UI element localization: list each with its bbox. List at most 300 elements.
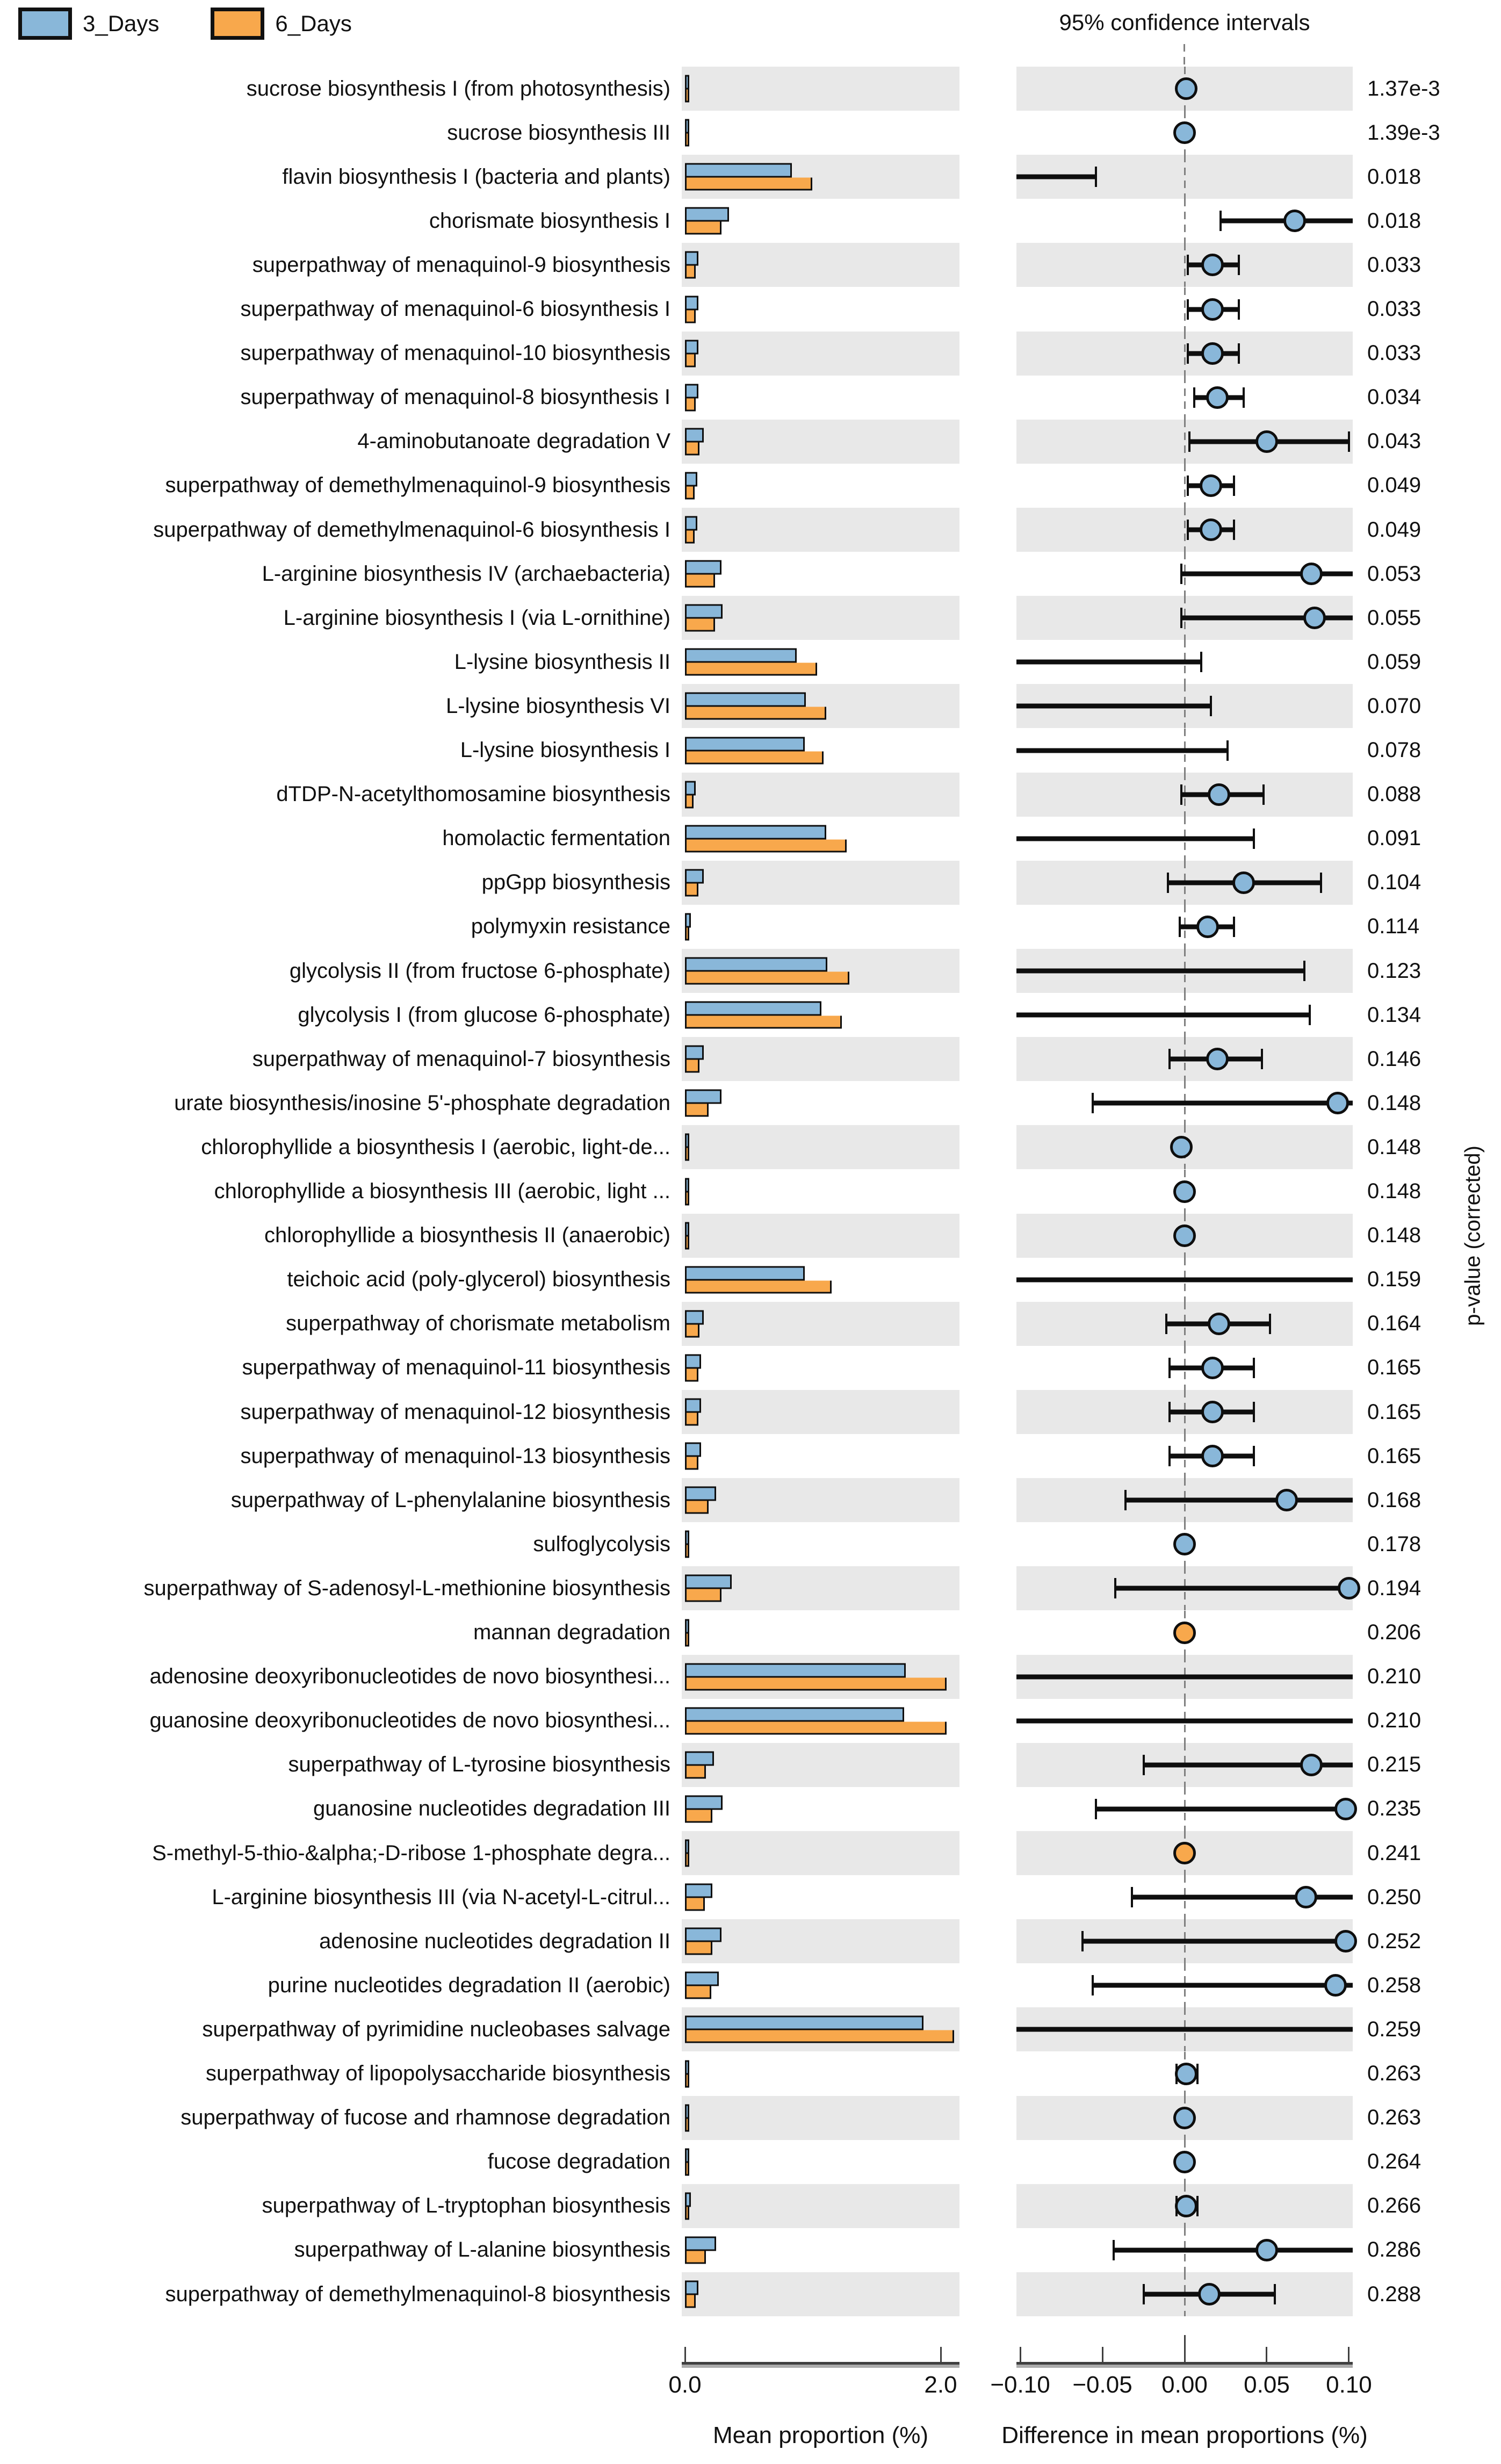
mean-proportion-bars bbox=[682, 861, 959, 905]
p-value: 0.266 bbox=[1367, 2194, 1421, 2218]
confidence-interval-cell bbox=[1016, 1037, 1353, 1081]
pathway-label: L-lysine biosynthesis I bbox=[460, 738, 670, 762]
bar-6-days bbox=[685, 927, 689, 940]
mean-proportion-bars bbox=[682, 420, 959, 464]
p-value: 0.043 bbox=[1367, 429, 1421, 453]
mean-proportion-bars bbox=[682, 1787, 959, 1831]
confidence-interval-cell bbox=[1016, 2272, 1353, 2316]
confidence-interval-cell bbox=[1016, 2096, 1353, 2140]
p-value: 0.018 bbox=[1367, 208, 1421, 233]
bar-6-days bbox=[685, 398, 696, 411]
pathway-label: superpathway of chorismate metabolism bbox=[286, 1312, 670, 1336]
bar-pair bbox=[685, 1310, 704, 1337]
table-row bbox=[0, 949, 1501, 993]
confidence-interval-cell bbox=[1016, 1125, 1353, 1169]
p-value: 0.070 bbox=[1367, 694, 1421, 718]
ci-error-bar-line bbox=[1093, 1983, 1353, 1988]
mean-proportion-bars bbox=[682, 2052, 959, 2096]
ci-dot bbox=[1173, 1622, 1196, 1644]
p-value: 0.286 bbox=[1367, 2238, 1421, 2262]
mean-proportion-bars bbox=[682, 332, 959, 376]
bar-pair bbox=[685, 119, 689, 147]
bar-3-days bbox=[685, 1840, 689, 1854]
bar-6-days bbox=[685, 2030, 954, 2043]
table-row bbox=[0, 993, 1501, 1037]
mean-proportion-bars bbox=[682, 552, 959, 596]
p-value: 0.059 bbox=[1367, 650, 1421, 674]
ci-upper-cap bbox=[1262, 784, 1265, 805]
ci-lower-cap bbox=[1092, 1975, 1094, 1995]
table-row bbox=[0, 2184, 1501, 2228]
zero-line-top-segment bbox=[1184, 44, 1185, 67]
ci-upper-cap bbox=[1200, 652, 1202, 672]
ci-upper-cap bbox=[1243, 387, 1245, 408]
mean-proportion-bars bbox=[682, 199, 959, 243]
table-row bbox=[0, 1522, 1501, 1566]
ci-lower-cap bbox=[1180, 564, 1182, 584]
pathway-label: ppGpp biosynthesis bbox=[481, 870, 670, 895]
mean-proportion-bars bbox=[682, 1875, 959, 1919]
mean-proportion-bars bbox=[682, 1125, 959, 1169]
ci-lower-cap bbox=[1187, 475, 1189, 496]
bar-6-days bbox=[685, 839, 847, 852]
bar-axis-tick bbox=[940, 2347, 942, 2362]
ci-lower-cap bbox=[1124, 1490, 1127, 1510]
bar-pair bbox=[685, 825, 847, 852]
p-value: 0.235 bbox=[1367, 1797, 1421, 1821]
table-row bbox=[0, 1037, 1501, 1081]
mean-proportion-bars bbox=[682, 1037, 959, 1081]
bar-6-days bbox=[685, 1192, 689, 1205]
pathway-label: superpathway of menaquinol-8 biosynthesis I bbox=[240, 385, 670, 409]
ci-axis-tick-label: 0.00 bbox=[1161, 2372, 1208, 2398]
bar-3-days bbox=[685, 1619, 689, 1633]
confidence-interval-cell bbox=[1016, 1478, 1353, 1522]
p-value: 0.210 bbox=[1367, 1665, 1421, 1689]
pathway-label: chlorophyllide a biosynthesis II (anaerobic) bbox=[264, 1223, 670, 1248]
ci-error-bar-line bbox=[1181, 572, 1353, 577]
legend-label-3-days: 3_Days bbox=[83, 11, 160, 36]
table-row bbox=[0, 464, 1501, 508]
mean-proportion-bars bbox=[682, 684, 959, 728]
bar-pair bbox=[685, 1575, 732, 1602]
mean-proportion-bars bbox=[682, 2096, 959, 2140]
ci-error-bar-line bbox=[1114, 2247, 1353, 2252]
ci-lower-cap bbox=[1131, 1887, 1133, 1907]
p-value: 0.104 bbox=[1367, 870, 1421, 895]
table-row bbox=[0, 729, 1501, 773]
ci-dot bbox=[1208, 783, 1230, 806]
table-row bbox=[0, 1963, 1501, 2007]
bar-3-days bbox=[685, 1354, 701, 1368]
mean-proportion-bars bbox=[682, 1434, 959, 1478]
bar-3-days bbox=[685, 384, 698, 398]
pathway-label: 4-aminobutanoate degradation V bbox=[357, 429, 670, 453]
confidence-interval-cell bbox=[1016, 993, 1353, 1037]
bar-axis-line-shadow bbox=[682, 2365, 959, 2368]
ci-error-bar-line bbox=[1125, 1498, 1353, 1503]
table-row bbox=[0, 1787, 1501, 1831]
bar-pair bbox=[685, 2016, 954, 2043]
p-value: 1.37e-3 bbox=[1367, 76, 1440, 100]
pathway-label: guanosine deoxyribonucleotides de novo biosynthesi... bbox=[149, 1709, 670, 1733]
confidence-interval-cell bbox=[1016, 1919, 1353, 1963]
confidence-interval-cell bbox=[1016, 1302, 1353, 1346]
bar-pair bbox=[685, 1663, 947, 1690]
bar-pair bbox=[685, 207, 729, 235]
bar-6-days bbox=[685, 1236, 689, 1249]
bar-pair bbox=[685, 560, 721, 588]
ci-axis-line-shadow bbox=[1016, 2365, 1353, 2368]
bar-3-days bbox=[685, 1046, 704, 1060]
bar-3-days bbox=[685, 1487, 716, 1501]
pathway-label: superpathway of menaquinol-6 biosynthesis I bbox=[240, 297, 670, 321]
pathway-label: superpathway of menaquinol-11 biosynthesis bbox=[242, 1356, 670, 1380]
bar-3-days bbox=[685, 649, 797, 663]
ci-dot bbox=[1198, 2283, 1221, 2306]
bar-pair bbox=[685, 1972, 719, 1999]
confidence-interval-cell bbox=[1016, 420, 1353, 464]
bar-pair bbox=[685, 384, 698, 411]
ci-dot bbox=[1201, 298, 1224, 321]
p-value: 0.259 bbox=[1367, 2017, 1421, 2041]
ci-dot bbox=[1300, 563, 1323, 585]
ci-dot bbox=[1173, 1224, 1196, 1247]
confidence-interval-cell bbox=[1016, 508, 1353, 552]
pathway-label: urate biosynthesis/inosine 5'-phosphate degradation bbox=[174, 1091, 670, 1115]
ci-error-bar-line bbox=[1016, 836, 1254, 841]
mean-proportion-bars bbox=[682, 949, 959, 993]
table-row bbox=[0, 1875, 1501, 1919]
bar-pair bbox=[685, 472, 697, 499]
mean-proportion-bars bbox=[682, 464, 959, 508]
ci-lower-cap bbox=[1180, 608, 1182, 628]
confidence-interval-cell bbox=[1016, 1170, 1353, 1214]
mean-proportion-bars bbox=[682, 1655, 959, 1699]
table-row bbox=[0, 1346, 1501, 1390]
bar-6-days bbox=[685, 795, 694, 808]
ci-dot bbox=[1201, 1401, 1224, 1423]
table-row bbox=[0, 1743, 1501, 1787]
pathway-label: flavin biosynthesis I (bacteria and plants) bbox=[282, 164, 670, 189]
bar-pair bbox=[685, 913, 691, 940]
bar-6-days bbox=[685, 90, 689, 103]
p-value: 0.215 bbox=[1367, 1753, 1421, 1777]
bar-pair bbox=[685, 1046, 704, 1073]
legend-swatch-6-days-icon bbox=[211, 8, 264, 40]
confidence-interval-cell bbox=[1016, 1390, 1353, 1434]
ci-upper-cap bbox=[1253, 1446, 1255, 1466]
table-row bbox=[0, 1919, 1501, 1963]
p-value: 0.165 bbox=[1367, 1444, 1421, 1468]
mean-proportion-bars bbox=[682, 1258, 959, 1302]
mean-proportion-bars bbox=[682, 993, 959, 1037]
pathway-label: superpathway of demethylmenaquinol-6 biosynthesis I bbox=[153, 517, 670, 542]
zero-line-segment bbox=[1184, 332, 1186, 376]
ci-upper-cap bbox=[1238, 255, 1240, 275]
bar-6-days bbox=[685, 222, 721, 235]
p-value: 0.252 bbox=[1367, 1929, 1421, 1953]
ci-dot bbox=[1175, 2195, 1197, 2217]
pathway-label: mannan degradation bbox=[473, 1620, 670, 1645]
confidence-interval-cell bbox=[1016, 464, 1353, 508]
bar-pair bbox=[685, 1178, 689, 1205]
table-row bbox=[0, 1566, 1501, 1610]
ci-lower-cap bbox=[1092, 1093, 1094, 1113]
mean-proportion-bars bbox=[682, 67, 959, 111]
pathway-label: superpathway of L-alanine biosynthesis bbox=[294, 2238, 670, 2262]
mean-proportion-bars bbox=[682, 1346, 959, 1390]
mean-proportion-bars bbox=[682, 1214, 959, 1258]
bar-3-days bbox=[685, 737, 805, 751]
bar-6-days bbox=[685, 1766, 706, 1778]
right-axis-label: p-value (corrected) bbox=[1461, 1145, 1485, 1326]
pathway-label: chlorophyllide a biosynthesis I (aerobic, light-de... bbox=[201, 1135, 670, 1159]
mean-proportion-bars bbox=[682, 729, 959, 773]
ci-error-bar-line bbox=[1181, 616, 1353, 621]
ci-dot bbox=[1175, 77, 1197, 100]
ci-dot bbox=[1173, 1842, 1196, 1864]
ci-axis-tick-label: −0.05 bbox=[1072, 2372, 1132, 2398]
bar-6-days bbox=[685, 1501, 709, 1514]
ci-upper-cap bbox=[1309, 1005, 1311, 1025]
bar-3-days bbox=[685, 869, 704, 883]
p-value: 0.148 bbox=[1367, 1223, 1421, 1248]
table-row bbox=[0, 552, 1501, 596]
bar-3-days bbox=[685, 604, 723, 619]
confidence-interval-cell bbox=[1016, 861, 1353, 905]
pathway-label: superpathway of lipopolysaccharide biosynthesis bbox=[206, 2062, 670, 2086]
bar-pair bbox=[685, 1795, 723, 1822]
p-value: 0.241 bbox=[1367, 1841, 1421, 1865]
p-value: 0.165 bbox=[1367, 1400, 1421, 1424]
ci-axis-tick-label: 0.10 bbox=[1326, 2372, 1372, 2398]
ci-lower-cap bbox=[1187, 299, 1189, 320]
table-row bbox=[0, 67, 1501, 111]
mean-proportion-bars bbox=[682, 1478, 959, 1522]
bar-6-days bbox=[685, 1060, 699, 1073]
confidence-interval-cell bbox=[1016, 729, 1353, 773]
ci-upper-cap bbox=[1210, 696, 1212, 716]
p-value: 0.148 bbox=[1367, 1091, 1421, 1115]
bar-3-days bbox=[685, 1002, 821, 1016]
ci-lower-cap bbox=[1081, 1931, 1084, 1951]
table-row bbox=[0, 1831, 1501, 1875]
bar-3-days bbox=[685, 1134, 689, 1148]
bar-6-days bbox=[685, 1148, 689, 1161]
bar-pair bbox=[685, 2060, 689, 2087]
pathway-label: chlorophyllide a biosynthesis III (aerobic, light ... bbox=[214, 1179, 670, 1204]
ci-lower-cap bbox=[1143, 2284, 1145, 2304]
confidence-interval-cell bbox=[1016, 773, 1353, 817]
pathway-label: chorismate biosynthesis I bbox=[429, 208, 670, 233]
ci-lower-cap bbox=[1180, 784, 1182, 805]
mean-proportion-bars bbox=[682, 1302, 959, 1346]
bar-pair bbox=[685, 1928, 721, 1955]
confidence-interval-cell bbox=[1016, 1522, 1353, 1566]
mean-proportion-bars bbox=[682, 1831, 959, 1875]
mean-proportion-bars bbox=[682, 376, 959, 420]
ci-dot bbox=[1173, 1533, 1196, 1555]
pathway-label: superpathway of fucose and rhamnose degradation bbox=[181, 2106, 670, 2130]
ci-dot bbox=[1326, 1092, 1349, 1114]
bar-pair bbox=[685, 1840, 689, 1867]
ci-lower-cap bbox=[1095, 1799, 1097, 1819]
bar-6-days bbox=[685, 751, 824, 764]
ci-dot bbox=[1173, 2107, 1196, 2129]
bar-3-days bbox=[685, 2281, 698, 2295]
bar-6-days bbox=[685, 972, 849, 985]
bar-6-days bbox=[685, 1589, 721, 1602]
table-row bbox=[0, 1125, 1501, 1169]
bar-3-days bbox=[685, 1972, 719, 1986]
ci-dot bbox=[1295, 1886, 1317, 1908]
p-value: 0.159 bbox=[1367, 1267, 1421, 1292]
bar-pair bbox=[685, 1751, 714, 1778]
pathway-label: guanosine nucleotides degradation III bbox=[313, 1797, 670, 1821]
bar-pair bbox=[685, 1487, 716, 1514]
p-value: 0.088 bbox=[1367, 782, 1421, 806]
confidence-interval-cell bbox=[1016, 199, 1353, 243]
table-row bbox=[0, 861, 1501, 905]
bar-pair bbox=[685, 1707, 947, 1734]
confidence-interval-cell bbox=[1016, 949, 1353, 993]
p-value: 0.053 bbox=[1367, 561, 1421, 586]
mean-proportion-bars bbox=[682, 155, 959, 199]
ci-upper-cap bbox=[1253, 1402, 1255, 1422]
mean-proportion-bars bbox=[682, 2228, 959, 2272]
table-row bbox=[0, 420, 1501, 464]
mean-proportion-bars bbox=[682, 2184, 959, 2228]
bar-axis-tick bbox=[684, 2347, 686, 2362]
mean-proportion-bars bbox=[682, 596, 959, 640]
bar-3-days bbox=[685, 693, 806, 707]
bar-3-days bbox=[685, 2016, 923, 2030]
bar-pair bbox=[685, 75, 689, 103]
ci-upper-cap bbox=[1226, 740, 1229, 761]
p-value: 0.033 bbox=[1367, 341, 1421, 365]
ci-axis-tick bbox=[1102, 2347, 1103, 2362]
p-value: 0.078 bbox=[1367, 738, 1421, 762]
pathway-label: L-lysine biosynthesis VI bbox=[446, 694, 670, 718]
pathway-label: superpathway of pyrimidine nucleobases salvage bbox=[202, 2017, 670, 2041]
bar-pair bbox=[685, 693, 826, 720]
confidence-interval-cell bbox=[1016, 2228, 1353, 2272]
bar-3-days bbox=[685, 1751, 714, 1766]
p-value: 0.055 bbox=[1367, 606, 1421, 630]
ci-error-bar-line bbox=[1016, 660, 1201, 665]
ci-lower-cap bbox=[1187, 520, 1189, 540]
legend-item-6-days bbox=[211, 8, 351, 40]
mean-proportion-bars bbox=[682, 2272, 959, 2316]
p-value: 0.258 bbox=[1367, 1973, 1421, 1997]
bar-pair bbox=[685, 604, 723, 632]
bar-3-days bbox=[685, 1575, 732, 1589]
ci-dot bbox=[1208, 1313, 1230, 1335]
pathway-label: superpathway of L-tyrosine biosynthesis bbox=[288, 1753, 670, 1777]
table-row bbox=[0, 1081, 1501, 1125]
pathway-label: purine nucleotides degradation II (aerobic) bbox=[268, 1973, 670, 1997]
bar-3-days bbox=[685, 1090, 721, 1104]
bar-pair bbox=[685, 296, 698, 323]
p-value: 0.033 bbox=[1367, 297, 1421, 321]
mean-proportion-bars bbox=[682, 1699, 959, 1743]
bar-pair bbox=[685, 957, 849, 985]
bar-6-days bbox=[685, 442, 699, 455]
bar-6-days bbox=[685, 1413, 698, 1426]
ci-dot bbox=[1200, 518, 1222, 541]
mean-proportion-bars bbox=[682, 1566, 959, 1610]
p-value: 0.210 bbox=[1367, 1709, 1421, 1733]
p-value: 0.168 bbox=[1367, 1488, 1421, 1512]
table-row bbox=[0, 684, 1501, 728]
table-row bbox=[0, 1611, 1501, 1655]
confidence-interval-cell bbox=[1016, 1699, 1353, 1743]
ci-dot bbox=[1173, 2151, 1196, 2173]
mean-proportion-bars bbox=[682, 773, 959, 817]
ci-upper-cap bbox=[1095, 167, 1097, 187]
bar-3-days bbox=[685, 75, 689, 90]
confidence-interval-cell bbox=[1016, 640, 1353, 684]
ci-dot bbox=[1175, 2063, 1197, 2085]
bar-pair bbox=[685, 516, 697, 544]
pathway-label: superpathway of L-tryptophan biosynthesis bbox=[262, 2194, 670, 2218]
p-value: 0.263 bbox=[1367, 2106, 1421, 2130]
bar-6-days bbox=[685, 883, 698, 896]
table-row bbox=[0, 199, 1501, 243]
bar-6-days bbox=[685, 1898, 705, 1911]
ci-upper-cap bbox=[1303, 961, 1305, 981]
bar-pair bbox=[685, 428, 704, 455]
bar-pair bbox=[685, 2192, 691, 2220]
p-value: 0.148 bbox=[1367, 1135, 1421, 1159]
bar-pair bbox=[685, 1399, 701, 1426]
ci-dot bbox=[1201, 1357, 1224, 1379]
ci-error-bar-line bbox=[1016, 1718, 1353, 1723]
legend-swatch-3-days-icon bbox=[18, 8, 72, 40]
bar-3-days bbox=[685, 251, 698, 266]
confidence-interval-cell bbox=[1016, 1214, 1353, 1258]
mean-proportion-bars bbox=[682, 1390, 959, 1434]
confidence-interval-cell bbox=[1016, 67, 1353, 111]
pathway-label: fucose degradation bbox=[487, 2150, 670, 2174]
bar-axis-tick-label: 2.0 bbox=[924, 2372, 957, 2398]
pathway-label: superpathway of menaquinol-13 biosynthesis bbox=[240, 1444, 670, 1468]
pathway-label: adenosine nucleotides degradation II bbox=[319, 1929, 670, 1953]
ci-upper-cap bbox=[1274, 2284, 1276, 2304]
ci-error-bar-line bbox=[1016, 704, 1211, 709]
bar-6-days bbox=[685, 1457, 698, 1470]
ci-dot bbox=[1206, 1048, 1229, 1070]
ci-dot bbox=[1173, 121, 1196, 144]
p-value: 0.114 bbox=[1367, 914, 1420, 939]
ci-lower-cap bbox=[1168, 1358, 1171, 1378]
ci-lower-cap bbox=[1143, 1755, 1145, 1775]
ci-lower-cap bbox=[1168, 1049, 1171, 1069]
mean-proportion-bars bbox=[682, 287, 959, 332]
bar-3-days bbox=[685, 1178, 689, 1192]
bar-3-days bbox=[685, 1795, 723, 1810]
p-value: 0.264 bbox=[1367, 2150, 1421, 2174]
p-value: 0.091 bbox=[1367, 826, 1421, 851]
p-value: 0.134 bbox=[1367, 1003, 1421, 1027]
ci-upper-cap bbox=[1238, 343, 1240, 364]
ci-upper-cap bbox=[1348, 431, 1350, 452]
ci-error-bar-line bbox=[1083, 1939, 1353, 1944]
pathway-label: teichoic acid (poly-glycerol) biosynthesis bbox=[287, 1267, 670, 1292]
axes bbox=[0, 2332, 1501, 2464]
ci-dot bbox=[1201, 254, 1224, 276]
